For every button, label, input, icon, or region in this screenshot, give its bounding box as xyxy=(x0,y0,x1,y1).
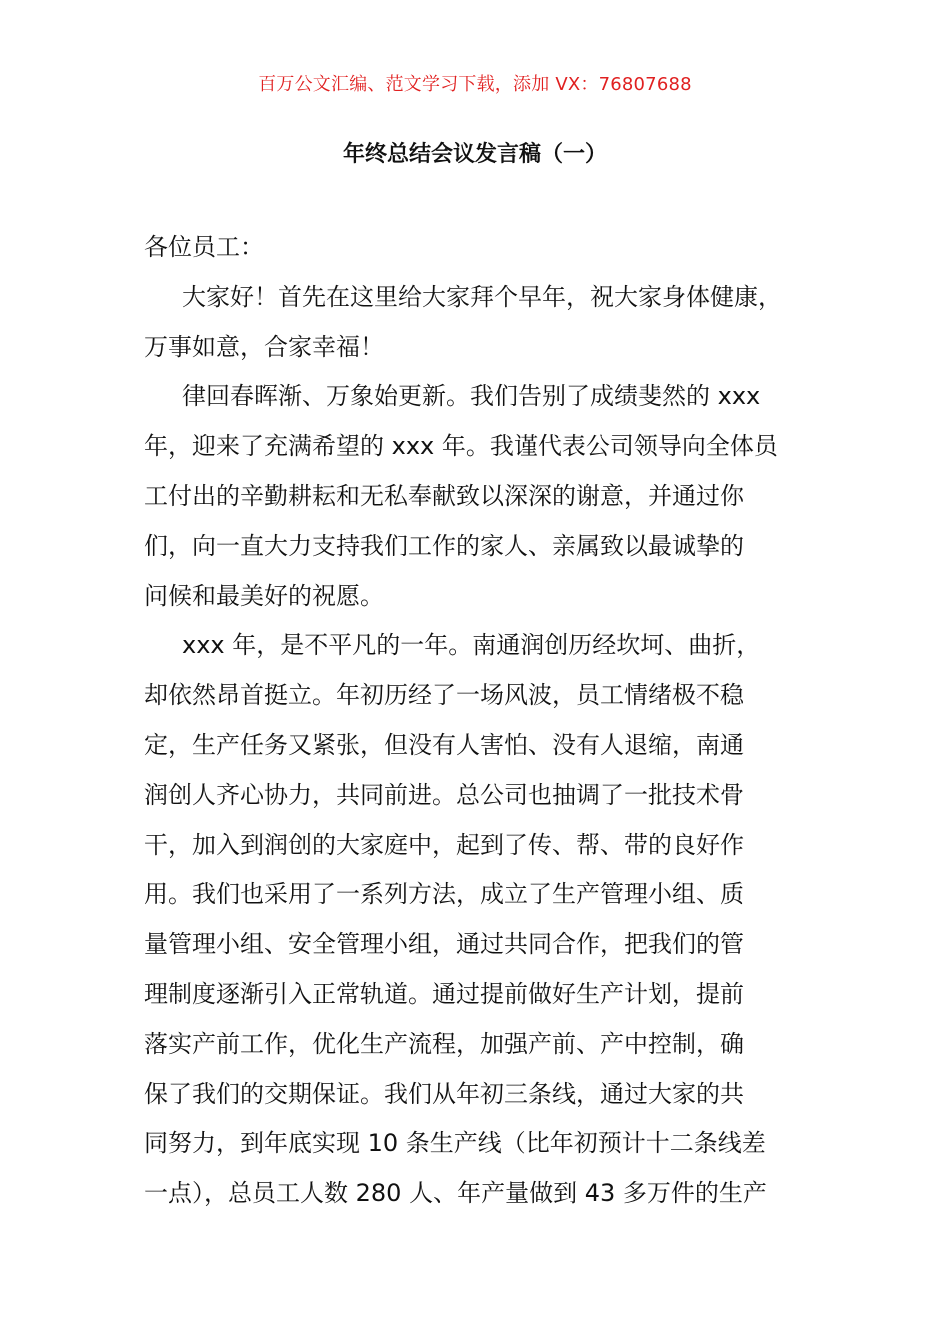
paragraph-line: 用。我们也采用了一系列方法，成立了生产管理小组、质 xyxy=(144,880,744,909)
paragraph-line: 润创人齐心协力，共同前进。总公司也抽调了一批技术骨 xyxy=(144,780,744,809)
document-title: 年终总结会议发言稿（一） xyxy=(342,142,607,167)
paragraph-line: 律回春晖渐、万象始更新。我们告别了成绩斐然的 xxx xyxy=(182,382,761,411)
paragraph-line: xxx 年，是不平凡的一年。南通润创历经坎坷、曲折， xyxy=(182,631,761,660)
paragraph-line: 却依然昂首挺立。年初历经了一场风波，员工情绪极不稳 xyxy=(144,681,744,710)
paragraph-line: 万事如意，合家幸福！ xyxy=(144,332,384,361)
paragraph-line: 大家好！首先在这里给大家拜个早年，祝大家身体健康， xyxy=(182,282,782,311)
paragraph-line: 干，加入到润创的大家庭中，起到了传、帮、带的良好作 xyxy=(144,830,744,859)
paragraph-line: 年，迎来了充满希望的 xxx 年。我谨代表公司领导向全体员 xyxy=(144,432,778,461)
paragraph-line: 们，向一直大力支持我们工作的家人、亲属致以最诚挚的 xyxy=(144,531,744,560)
paragraph-line: 定，生产任务又紧张，但没有人害怕、没有人退缩，南通 xyxy=(144,730,744,759)
header-note: 百万公文汇编、范文学习下载，添加 VX：76807688 xyxy=(258,74,692,95)
paragraph-line: 量管理小组、安全管理小组，通过共同合作，把我们的管 xyxy=(144,930,744,959)
document-body xyxy=(144,223,812,1219)
paragraph-line: 一点），总员工人数 280 人、年产量做到 43 多万件的生产 xyxy=(144,1179,767,1208)
salutation-line: 各位员工： xyxy=(144,233,264,261)
paragraph-line: 问候和最美好的祝愿。 xyxy=(144,581,384,610)
paragraph-line: 保了我们的交期保证。我们从年初三条线，通过大家的共 xyxy=(144,1079,744,1108)
paragraph-line: 同努力，到年底实现 10 条生产线（比年初预计十二条线差 xyxy=(144,1129,766,1158)
paragraph-line: 理制度逐渐引入正常轨道。通过提前做好生产计划，提前 xyxy=(144,979,744,1008)
paragraph-line: 工付出的辛勤耕耘和无私奉献致以深深的谢意，并通过你 xyxy=(144,481,744,510)
paragraph-line: 落实产前工作，优化生产流程，加强产前、产中控制，确 xyxy=(144,1029,744,1058)
